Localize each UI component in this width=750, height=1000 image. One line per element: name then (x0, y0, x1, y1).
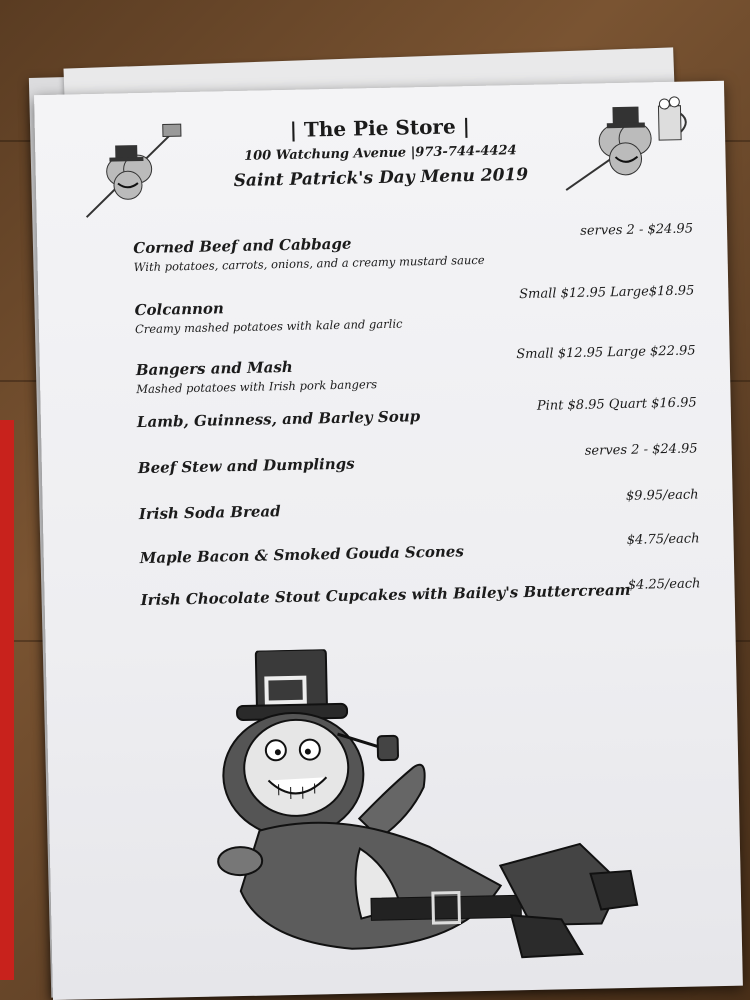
item-price: Pint $8.95 Quart $16.95 (536, 395, 697, 414)
item-description: Creamy mashed potatoes with kale and garlic (134, 316, 403, 337)
item-name: Irish Soda Bread (138, 502, 281, 524)
item-name: Beef Stew and Dumplings (137, 454, 355, 478)
item-price: $4.25/each (627, 576, 701, 593)
item-name: Bangers and Mash (135, 357, 293, 380)
menu-item (137, 441, 698, 478)
store-name: | The Pie Store | (289, 114, 471, 142)
menu-item (135, 343, 697, 397)
item-description: With potatoes, carrots, onions, and a creamy mustard sauce (133, 252, 485, 275)
menu-sheet (34, 81, 743, 1000)
item-price: serves 2 - $24.95 (584, 441, 698, 459)
menu-item (139, 531, 700, 568)
red-object-edge (0, 420, 14, 980)
menu-item (134, 283, 695, 337)
menu-item (133, 221, 694, 275)
item-price: $4.75/each (626, 531, 700, 548)
item-name: Lamb, Guinness, and Barley Soup (136, 407, 421, 432)
menu-title: Saint Patrick's Day Menu 2019 (233, 164, 529, 192)
menu-item (136, 395, 697, 432)
menu-item (140, 576, 701, 610)
menu-item (138, 487, 699, 524)
item-price: Small $12.95 Large $22.95 (516, 343, 696, 363)
item-name: Colcannon (134, 299, 224, 320)
item-name: Irish Chocolate Stout Cupcakes with Bailey's Buttercream (140, 580, 631, 610)
item-price: serves 2 - $24.95 (580, 221, 694, 239)
item-name: Corned Beef and Cabbage (133, 234, 352, 258)
store-address: 100 Watchung Avenue |973-744-4424 (243, 143, 517, 164)
item-price: $9.95/each (625, 487, 699, 504)
item-name: Maple Bacon & Smoked Gouda Scones (139, 542, 464, 568)
item-description: Mashed potatoes with Irish pork bangers (136, 377, 378, 397)
item-price: Small $12.95 Large$18.95 (519, 283, 695, 303)
leprechaun-illustration (196, 643, 643, 972)
